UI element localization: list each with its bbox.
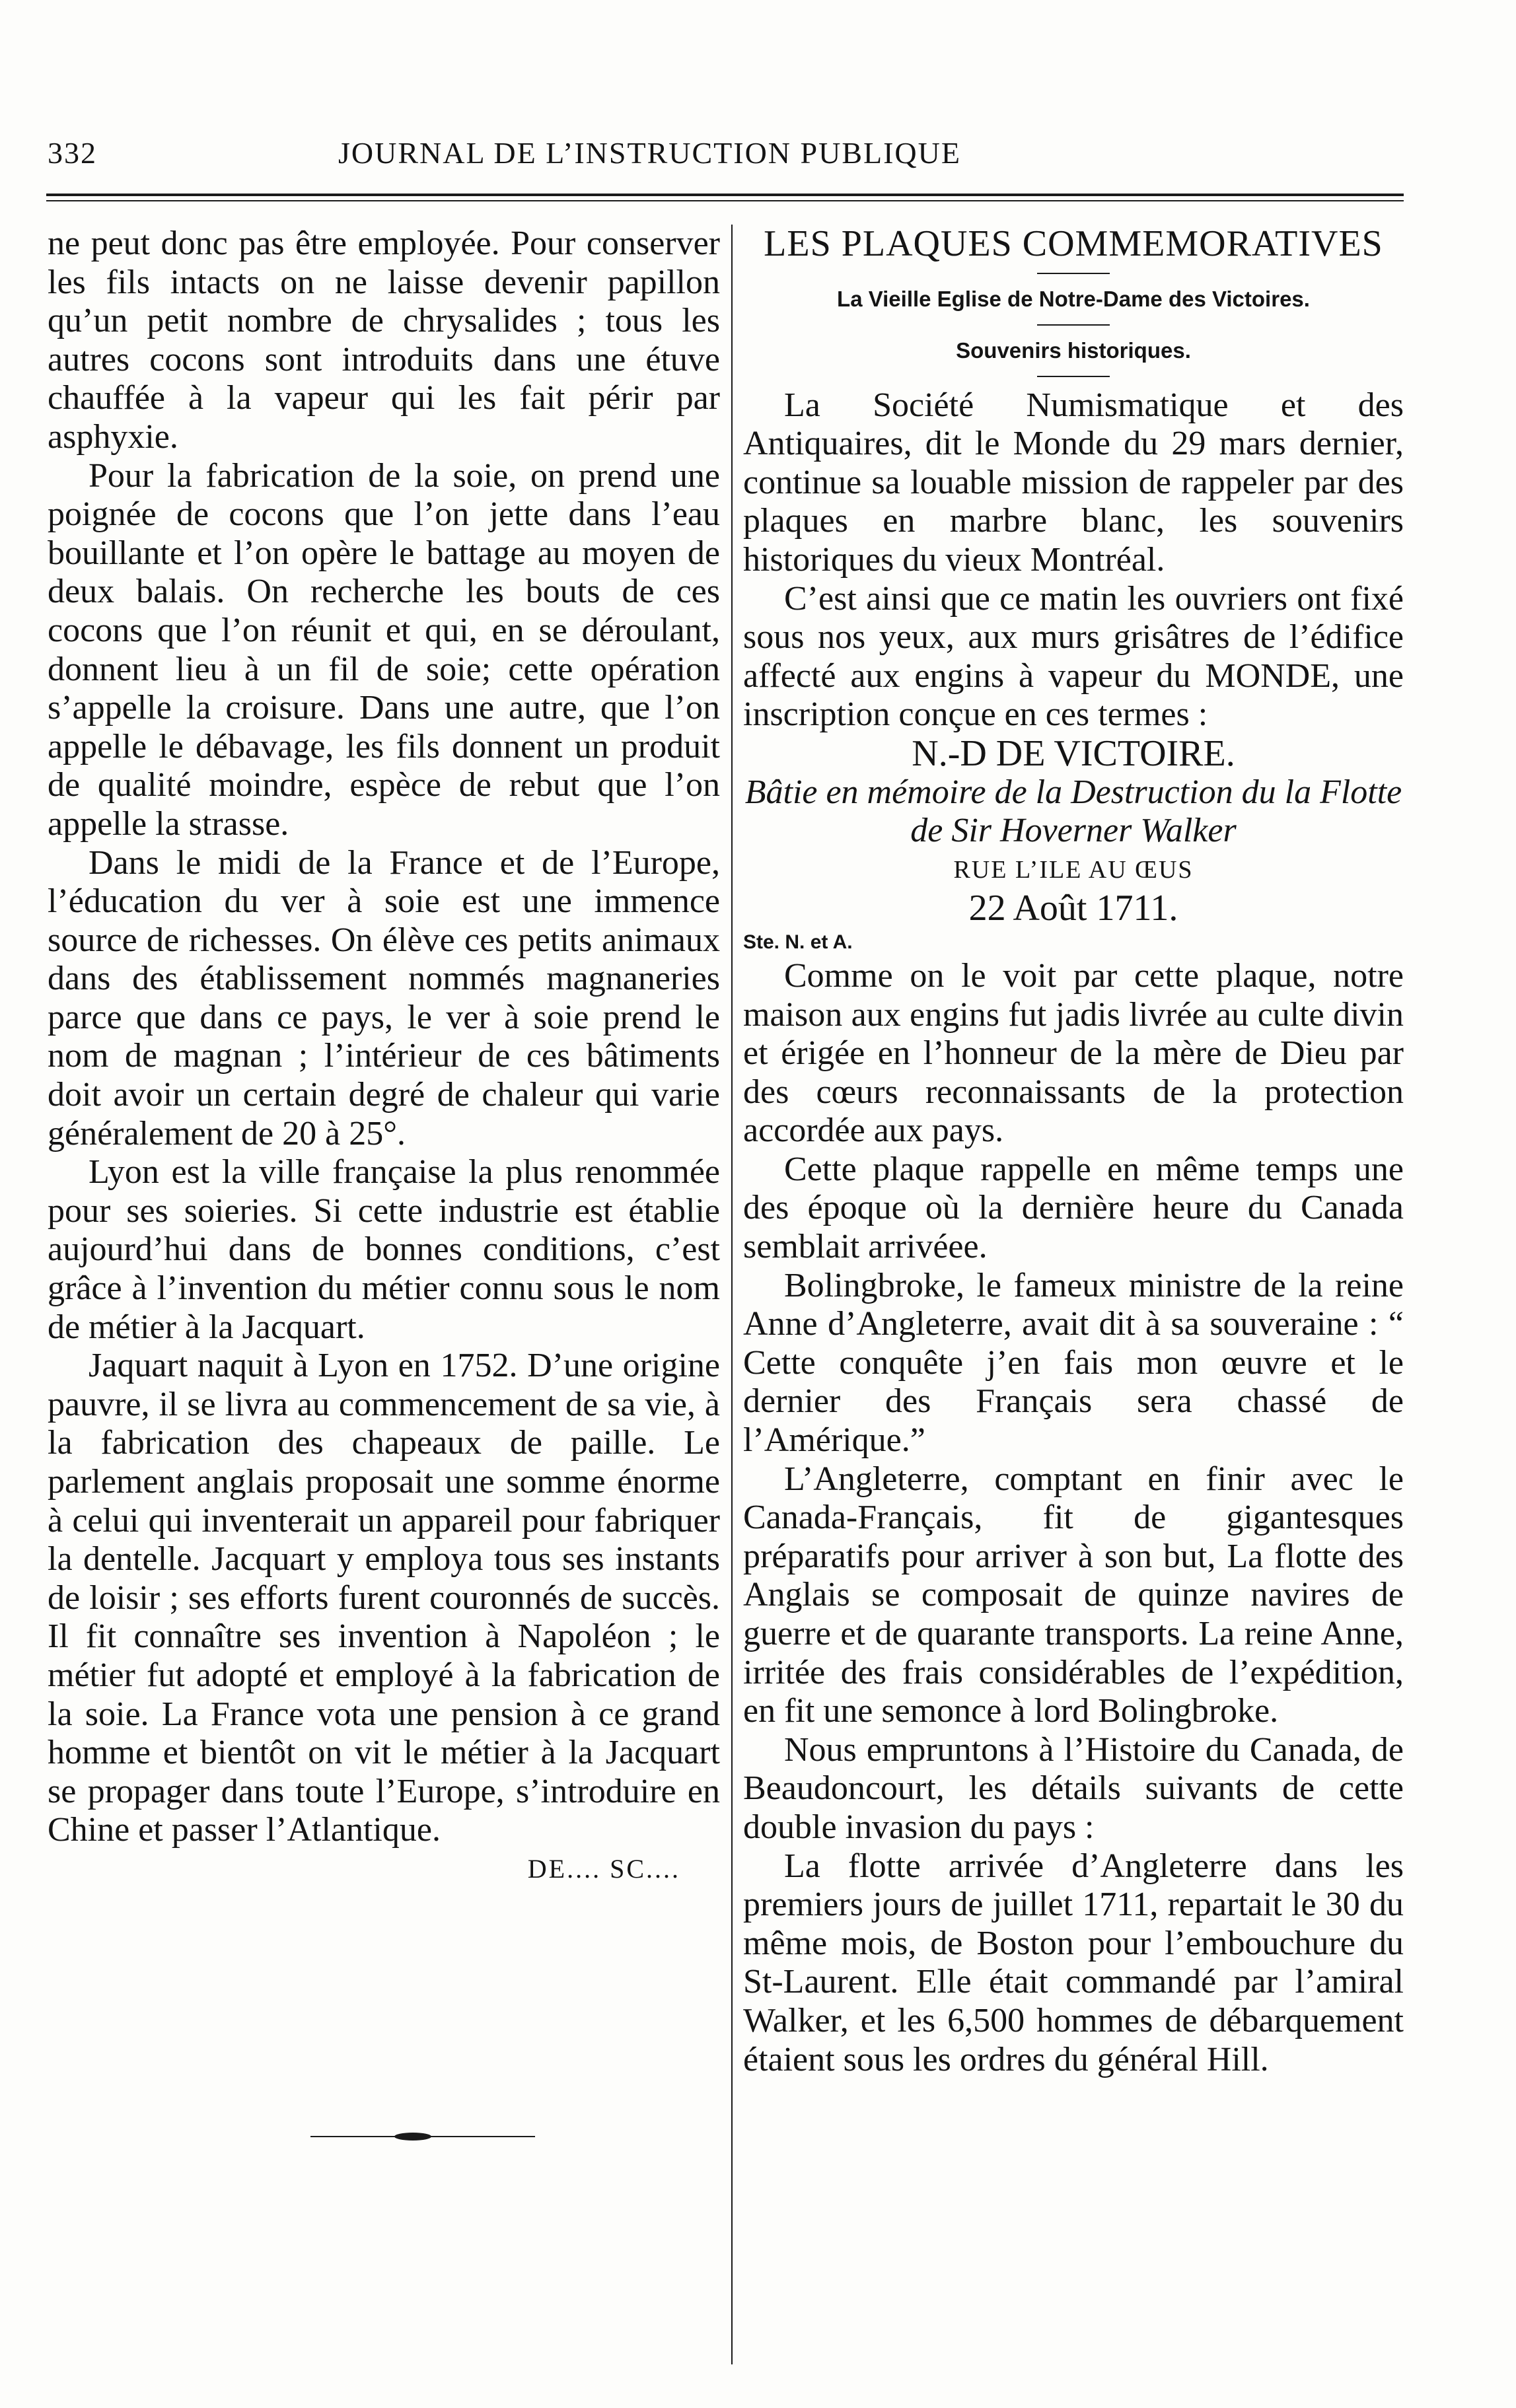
left-paragraph-2: Pour la fabrication de la soie, on prend une poignée de cocons que l’on jette dans l’eau bouillante et l’on opère le battage au moyen de deux balais. On recherche les bouts de ces cocons que l’on réunit et qui, en se déroulant, donnent lieu à un fil de soie; cette opération s’appelle la croisure. Dans une autre, que l’on appelle le débavage, les fils donnent un produit de qualité moindre, espèce de rebut que l’on appelle la strasse.	[48, 456, 720, 843]
inscription-date: 22 Août 1711.	[968, 888, 1178, 929]
journal-title: JOURNAL DE L’INSTRUCTION PUBLIQUE	[338, 136, 961, 170]
article-signature: DE.... SC....	[527, 1853, 680, 1884]
article-subtitle-church: La Vieille Eglise de Notre-Dame des Victoires.	[837, 286, 1310, 311]
left-column	[48, 225, 720, 1884]
subtitle-rule-1	[1037, 324, 1110, 326]
right-column	[743, 225, 1404, 2079]
subtitle-rule-2	[1037, 376, 1110, 377]
header-rule	[46, 194, 1404, 196]
right-paragraph-inscription-intro: C’est ainsi que ce matin les ouvriers ont fixé sous nos yeux, aux murs grisâtres de l’édifice affecté aux engins à vapeur du MONDE, une inscription conçue en ces termes :	[743, 579, 1404, 734]
column-divider	[731, 225, 733, 2364]
inscription-heading: N.-D DE VICTOIRE.	[912, 732, 1235, 774]
right-paragraph-5: Nous empruntons à l’Histoire du Canada, de Beaudoncourt, les détails suivants de cette double invasion du pays :	[743, 1730, 1404, 1846]
right-paragraph-3: Bolingbroke, le fameux ministre de la reine Anne d’Angleterre, avait dit à sa souveraine : “ Cette conquête j’en fais mon œuvre et le dernier des Français sera chassé de l’Amérique.”	[743, 1266, 1404, 1460]
header-rule-thin	[46, 200, 1404, 201]
left-paragraph-5: Jaquart naquit à Lyon en 1752. D’une origine pauvre, il se livra au commencement de sa vie, à la fabrication des chapeaux de paille. Le parlement anglais proposait une somme énorme à celui qui inventerait un appareil pour fabriquer la dentelle. Jacquart y employa tous ses instants de loisir ; ses efforts furent couronnés de succès. Il fit connaître ses invention à Napoléon ; le métier fut adopté et employé à la fabrication de la soie. La France vota une pension à ce grand homme et bientôt on vit le métier à la Jacquart se propager dans toute l’Europe, s’introduire en Chine et passer l’Atlantique.	[48, 1347, 720, 1849]
running-head	[48, 135, 1402, 182]
right-paragraph-4: L’Angleterre, comptant en finir avec le Canada-Français, fit de gigantesques préparatifs pour arriver à son but, La flotte des Anglais se composait de quinze navires de guerre et de quarante transports. La reine Anne, irritée des frais considérables de l’expédition, en fit une semonce à lord Bolingbroke.	[743, 1460, 1404, 1730]
inscription-street: RUE L’ILE AU ŒUS	[953, 855, 1194, 884]
inscription-signature: Ste. N. et A.	[743, 931, 853, 953]
left-paragraph-4: Lyon est la ville française la plus renommée pour ses soieries. Si cette industrie est établie aujourd’hui dans de bonnes conditions, c’est grâce à l’invention du métier connu sous le nom de métier à la Jacquart.	[48, 1153, 720, 1346]
article-title: LES PLAQUES COMMEMORATIVES	[764, 223, 1383, 264]
inscription-dedication: Bâtie en mémoire de la Destruction du la Flotte de Sir Hoverner Walker	[744, 773, 1402, 850]
right-paragraph-6: La flotte arrivée d’Angleterre dans les premiers jours de juillet 1711, repartait le 30 du même mois, de Boston pour l’embouchure du St-Laurent. Elle était commandé par l’amiral Walker, et les 6,500 hommes de débarquement étaient sous les ordres du général Hill.	[743, 1847, 1404, 2078]
left-paragraph-1: ne peut donc pas être employée. Pour conserver les fils intacts on ne laisse devenir papillon qu’un petit nombre de chrysalides ; tous les autres cocons sont introduits dans une étuve chauffée à la vapeur qui les fait périr par asphyxie.	[48, 225, 720, 456]
ornament-flourish-icon	[310, 2130, 535, 2143]
left-paragraph-3: Dans le midi de la France et de l’Europe, l’éducation du ver à soie est une immence source de richesses. On élève ces petits animaux dans des établissement nommés magnaneries parce que dans ce pays, le ver à soie prend le nom de magnan ; l’intérieur de ces bâtiments doit avoir un certain degré de chaleur qui varie généralement de 20 à 25°.	[48, 843, 720, 1152]
title-rule	[1037, 273, 1110, 274]
right-paragraph-1: Comme on le voit par cette plaque, notre maison aux engins fut jadis livrée au culte divin et érigée en l’honneur de la mère de Dieu par des cœurs reconnaissants de la protection accordée aux pays.	[743, 956, 1404, 1150]
right-paragraph-2: Cette plaque rappelle en même temps une des époque où la dernière heure du Canada semblait arrivéee.	[743, 1150, 1404, 1266]
article-subtitle-souvenirs: Souvenirs historiques.	[956, 337, 1191, 363]
page-number: 332	[48, 136, 97, 170]
right-paragraph-intro: La Société Numismatique et des Antiquaires, dit le Monde du 29 mars dernier, continue sa louable mission de rappeler par des plaques en marbre blanc, les souvenirs historiques du vieux Montréal.	[743, 386, 1404, 579]
